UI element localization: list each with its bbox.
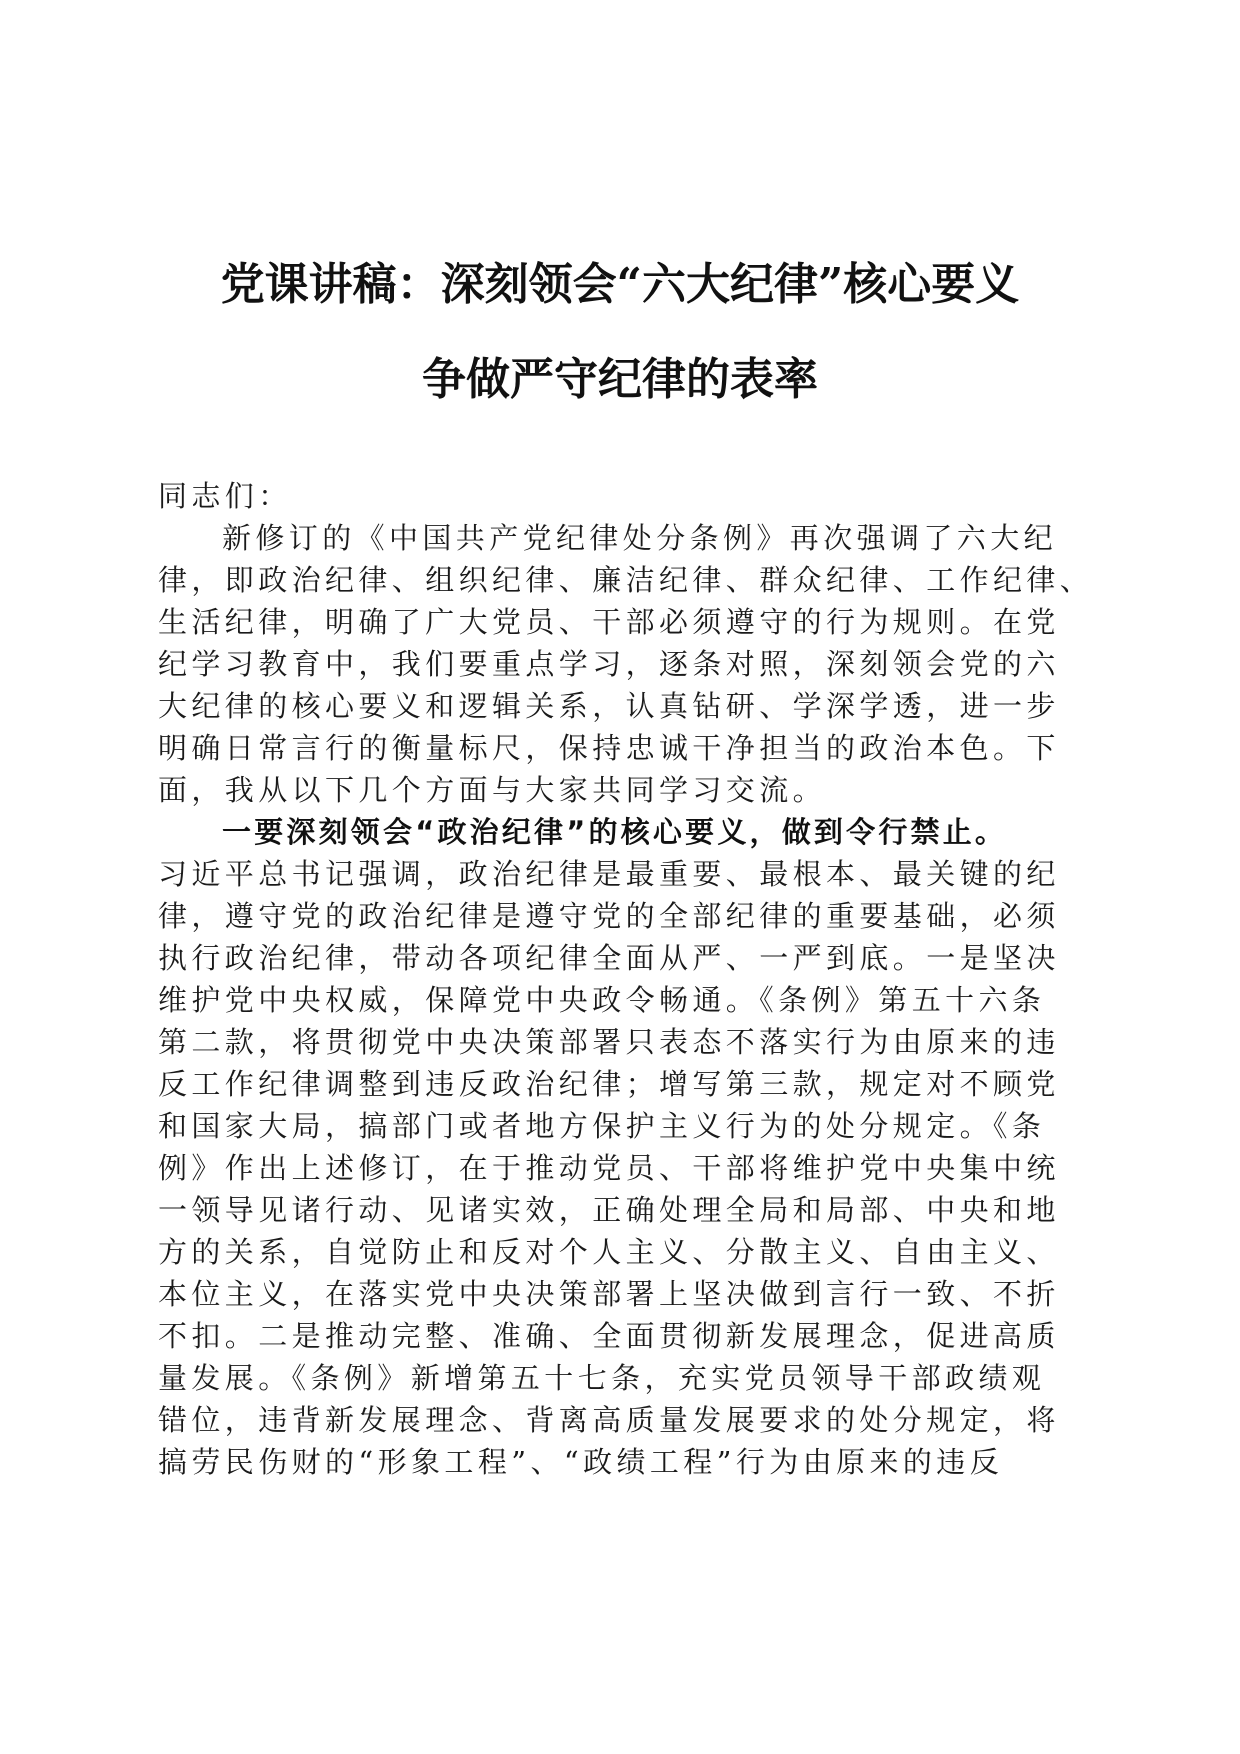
paragraph-line: 明确日常言行的衡量标尺，保持忠诚干净担当的政治本色。下 bbox=[158, 731, 1060, 765]
paragraph-line: 习近平总书记强调，政治纪律是最重要、最根本、最关键的纪 bbox=[158, 857, 1060, 891]
paragraph-line: 量发展。《条例》新增第五十七条，充实党员领导干部政绩观 bbox=[158, 1361, 1046, 1395]
paragraph-line: 生活纪律，明确了广大党员、干部必须遵守的行为规则。在党 bbox=[158, 605, 1060, 639]
section-heading-line: 一要深刻领会“政治纪律”的核心要义，做到令行禁止。 bbox=[222, 815, 1008, 849]
paragraph-line: 例》作出上述修订，在于推动党员、干部将维护党中央集中统 bbox=[158, 1151, 1060, 1185]
paragraph-line: 错位，违背新发展理念、背离高质量发展要求的处分规定，将 bbox=[158, 1403, 1060, 1437]
paragraph-line: 大纪律的核心要义和逻辑关系，认真钻研、学深学透，进一步 bbox=[158, 689, 1060, 723]
paragraph-line: 律，即政治纪律、组织纪律、廉洁纪律、群众纪律、工作纪律、 bbox=[158, 563, 1094, 597]
document-title-line-2: 争做严守纪律的表率 bbox=[422, 354, 818, 405]
paragraph-line: 和国家大局，搞部门或者地方保护主义行为的处分规定。《条 bbox=[158, 1109, 1046, 1143]
paragraph-line: 方的关系，自觉防止和反对个人主义、分散主义、自由主义、 bbox=[158, 1235, 1060, 1269]
paragraph-line: 执行政治纪律，带动各项纪律全面从严、一严到底。一是坚决 bbox=[158, 941, 1060, 975]
paragraph-line: 本位主义，在落实党中央决策部署上坚决做到言行一致、不折 bbox=[158, 1277, 1060, 1311]
paragraph-line: 不扣。二是推动完整、准确、全面贯彻新发展理念，促进高质 bbox=[158, 1319, 1060, 1353]
document-title-line-1: 党课讲稿：深刻领会“六大纪律”核心要义 bbox=[220, 259, 1020, 310]
paragraph-line: 新修订的《中国共产党纪律处分条例》再次强调了六大纪 bbox=[222, 521, 1058, 555]
paragraph-line: 第二款，将贯彻党中央决策部署只表态不落实行为由原来的违 bbox=[158, 1025, 1060, 1059]
document-body bbox=[158, 475, 1094, 1483]
paragraph-line: 律，遵守党的政治纪律是遵守党的全部纪律的重要基础，必须 bbox=[158, 899, 1060, 933]
paragraph-line: 反工作纪律调整到违反政治纪律；增写第三款，规定对不顾党 bbox=[158, 1067, 1060, 1101]
paragraph-line: 维护党中央权威，保障党中央政令畅通。《条例》第五十六条 bbox=[158, 983, 1046, 1017]
paragraph-line: 面，我从以下几个方面与大家共同学习交流。 bbox=[158, 773, 827, 807]
paragraph-line: 纪学习教育中，我们要重点学习，逐条对照，深刻领会党的六 bbox=[158, 647, 1060, 681]
paragraph-line: 搞劳民伤财的“形象工程”、“政绩工程”行为由原来的违反 bbox=[158, 1445, 1004, 1479]
paragraph-line: 一领导见诸行动、见诸实效，正确处理全局和局部、中央和地 bbox=[158, 1193, 1060, 1227]
salutation: 同志们： bbox=[158, 479, 292, 513]
